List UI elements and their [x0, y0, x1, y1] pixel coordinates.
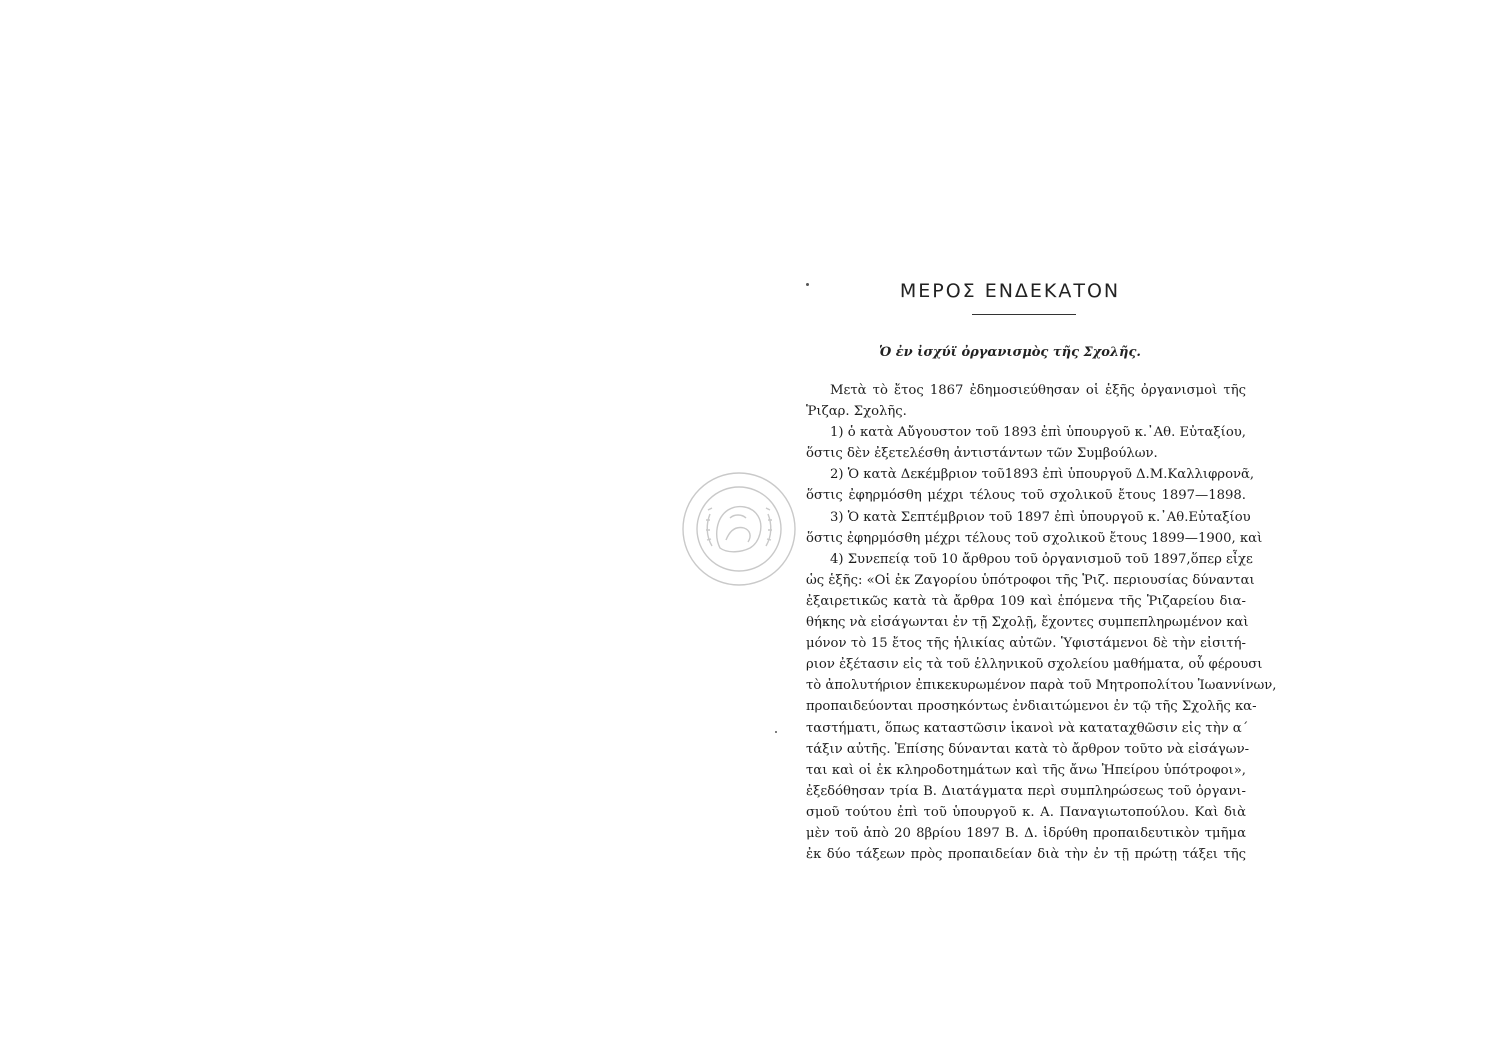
text-line: σμοῦ τούτου ἐπὶ τοῦ ὑπουργοῦ κ. Α. Παναγιωτοπούλου. Καὶ διὰ	[806, 804, 1246, 820]
body-text	[806, 380, 1277, 865]
text-line: μόνον τὸ 15 ἔτος τῆς ἡλικίας αὐτῶν. Ὑφιστάμενοι δὲ τὴν εἰσιτή-	[806, 636, 1246, 652]
text-line: Μετὰ τὸ ἔτος 1867 ἐδημοσιεύθησαν οἱ ἑξῆς ὀργανισμοὶ τῆς	[830, 383, 1246, 398]
text-line: προπαιδεύονται προσηκόντως ἐνδιαιτώμενοι ἐν τῷ τῆς Σχολῆς κα-	[806, 699, 1257, 715]
title-rule	[972, 314, 1076, 315]
text-line: ται καὶ οἱ ἐκ κληροδοτημάτων καὶ τῆς ἄνω Ἠπείρου ὑπότροφοι»,	[806, 762, 1246, 778]
text-line: 4) Συνεπείᾳ τοῦ 10 ἄρθρου τοῦ ὀργανισμοῦ τοῦ 1897,ὅπερ εἶχε	[830, 551, 1253, 567]
chapter-title: ΜΕΡΟΣ ΕΝΔΕΚΑΤΟΝ	[899, 280, 1121, 302]
text-line: Ῥιζαρ. Σχολῆς.	[806, 404, 907, 420]
text-line: ὡς ἑξῆς: «Οἱ ἐκ Ζαγορίου ὑπότροφοι τῆς Ῥιζ. περιουσίας δύνανται	[806, 572, 1255, 588]
text-line: ὅστις ἐφηρμόσθη μέχρι τέλους τοῦ σχολικοῦ ἔτους 1899—1900, καὶ	[806, 530, 1263, 546]
text-line: τὸ ἀπολυτήριον ἐπικεκυρωμένον παρὰ τοῦ Μητροπολίτου Ἰωαννίνων,	[806, 678, 1277, 694]
text-line: ἐκ δύο τάξεων πρὸς προπαιδείαν διὰ τὴν ἐν τῇ πρώτῃ τάξει τῆς	[806, 847, 1246, 863]
text-line: ἐξεδόθησαν τρία Β. Διατάγματα περὶ συμπληρώσεως τοῦ ὀργανι-	[806, 783, 1246, 799]
text-line: 3) Ὁ κατὰ Σεπτέμβριον τοῦ 1897 ἐπὶ ὑπουργοῦ κ.᾿Αθ.Εὐταξίου	[830, 509, 1251, 525]
scan-speck	[775, 731, 777, 733]
text-line: 2) Ὁ κατὰ Δεκέμβριον τοῦ1893 ἐπὶ ὑπουργοῦ Δ.Μ.Καλλιφρονᾶ,	[830, 467, 1255, 483]
text-line: 1) ὁ κατὰ Αὔγουστον τοῦ 1893 ἐπὶ ὑπουργοῦ κ.᾿Αθ. Εὐταξίου,	[830, 425, 1246, 441]
text-line: μὲν τοῦ ἀπὸ 20 8βρίου 1897 Β. Δ. ἱδρύθη προπαιδευτικὸν τμῆμα	[806, 825, 1246, 841]
scan-speck	[806, 283, 809, 286]
section-heading: Ὁ ἐν ἰσχύϊ ὀργανισμὸς τῆς Σχολῆς.	[879, 345, 1141, 360]
text-line: ὅστις δὲν ἐξετελέσθη ἀντιστάντων τῶν Συμβούλων.	[806, 446, 1158, 462]
text-line: θήκης νὰ εἰσάγωνται ἐν τῇ Σχολῇ, ἔχοντες συμπεπληρωμένον καὶ	[806, 615, 1249, 631]
text-line: ἐξαιρετικῶς κατὰ τὰ ἄρθρα 109 καὶ ἑπόμενα τῆς Ῥιζαρείου δια-	[806, 593, 1246, 609]
text-line: ὅστις ἐφηρμόσθη μέχρι τέλους τοῦ σχολικοῦ ἔτους 1897—1898.	[806, 488, 1246, 504]
text-line: ριον ἐξέτασιν εἰς τὰ τοῦ ἑλληνικοῦ σχολείου μαθήματα, οὗ φέρουσι	[806, 657, 1263, 673]
library-stamp-icon	[680, 470, 798, 588]
text-line: τάξιν αὐτῆς. Ἐπίσης δύνανται κατὰ τὸ ἄρθρον τοῦτο νὰ εἰσάγων-	[806, 741, 1250, 757]
text-line: ταστήματι, ὅπως καταστῶσιν ἱκανοὶ νὰ καταταχθῶσιν εἰς τὴν α΄	[806, 720, 1249, 736]
